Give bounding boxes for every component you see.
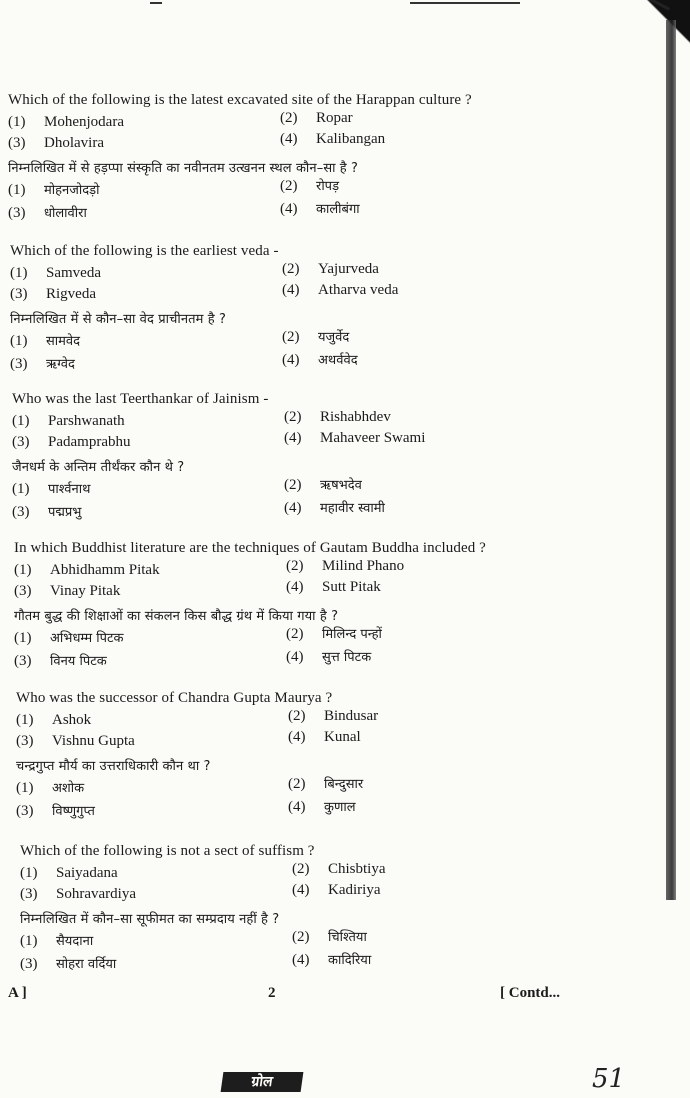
option-number: (4) bbox=[284, 500, 302, 516]
scan-mark bbox=[410, 2, 520, 4]
option-number: (4) bbox=[292, 952, 310, 968]
option-number: (3) bbox=[10, 356, 28, 372]
option-label: विनय पिटक bbox=[50, 654, 107, 669]
option-hindi bbox=[284, 498, 385, 517]
question-text-hindi: निम्नलिखित में कौन–सा सूफीमत का सम्प्रदाय नहीं है ? bbox=[20, 912, 280, 927]
option-label: Kadiriya bbox=[328, 882, 381, 898]
option-english bbox=[8, 135, 104, 152]
option-label: Mahaveer Swami bbox=[320, 430, 426, 446]
option-label: Parshwanath bbox=[48, 413, 125, 429]
scan-mark bbox=[150, 2, 162, 4]
option-label: Kunal bbox=[324, 729, 361, 745]
option-hindi bbox=[292, 950, 371, 969]
option-number: (3) bbox=[14, 583, 32, 599]
option-label: Ropar bbox=[316, 110, 353, 126]
option-number: (3) bbox=[12, 434, 30, 450]
option-label: कुणाल bbox=[324, 800, 356, 815]
option-label: Sutt Pitak bbox=[322, 579, 381, 595]
option-english bbox=[14, 562, 160, 579]
option-english bbox=[280, 131, 385, 148]
option-number: (1) bbox=[20, 933, 38, 949]
option-label: Dholavira bbox=[44, 135, 104, 151]
option-number: (3) bbox=[16, 803, 34, 819]
option-label: मोहनजोदड़ो bbox=[44, 183, 100, 198]
option-label: Rigveda bbox=[46, 286, 96, 302]
option-hindi bbox=[280, 199, 360, 218]
option-number: (2) bbox=[286, 626, 304, 642]
option-label: Chisbtiya bbox=[328, 861, 386, 877]
option-label: ऋषभदेव bbox=[320, 478, 362, 493]
option-english bbox=[8, 114, 124, 131]
option-hindi bbox=[14, 651, 107, 670]
option-label: सामवेद bbox=[46, 334, 81, 349]
option-number: (2) bbox=[288, 708, 306, 724]
option-hindi bbox=[280, 176, 339, 195]
question-text-hindi: जैनधर्म के अन्तिम तीर्थंकर कौन थे ? bbox=[12, 460, 185, 475]
option-label: मिलिन्द पन्हों bbox=[322, 627, 382, 642]
option-english bbox=[288, 729, 361, 746]
option-number: (1) bbox=[12, 413, 30, 429]
option-hindi bbox=[282, 350, 358, 369]
option-label: Sohravardiya bbox=[56, 886, 136, 902]
option-number: (4) bbox=[280, 131, 298, 147]
option-english bbox=[286, 579, 381, 596]
option-hindi bbox=[20, 931, 93, 950]
option-label: Vishnu Gupta bbox=[52, 733, 135, 749]
printer-stamp: ग्रोल bbox=[221, 1072, 304, 1092]
question-text-hindi: चन्द्रगुप्त मौर्य का उत्तराधिकारी कौन था ? bbox=[16, 759, 211, 774]
option-number: (3) bbox=[8, 135, 26, 151]
option-english bbox=[14, 583, 120, 600]
option-label: सोहरा वर्दिया bbox=[56, 957, 117, 972]
option-english bbox=[12, 434, 130, 451]
option-label: चिश्तिया bbox=[328, 930, 367, 945]
question-text-hindi: निम्नलिखित में से हड़प्पा संस्कृति का नवीनतम उत्खनन स्थल कौन–सा है ? bbox=[8, 161, 359, 176]
option-hindi bbox=[292, 927, 367, 946]
option-hindi bbox=[12, 502, 81, 521]
option-english bbox=[16, 733, 135, 750]
question-text-hindi: निम्नलिखित में से कौन–सा वेद प्राचीनतम है ? bbox=[10, 312, 226, 327]
option-hindi bbox=[282, 327, 349, 346]
option-number: (1) bbox=[14, 630, 32, 646]
question-text-english: In which Buddhist literature are the techniques of Gautam Buddha included ? bbox=[14, 540, 486, 556]
option-label: Rishabhdev bbox=[320, 409, 391, 425]
question-text-hindi: गौतम बुद्ध की शिक्षाओं का संकलन किस बौद्ध ग्रंथ में किया गया है ? bbox=[14, 609, 339, 624]
option-hindi bbox=[14, 628, 124, 647]
question-text-english: Who was the successor of Chandra Gupta Maurya ? bbox=[16, 690, 333, 706]
option-number: (4) bbox=[282, 282, 300, 298]
option-label: बिन्दुसार bbox=[324, 777, 364, 792]
scan-edge-shadow bbox=[666, 20, 676, 900]
option-english bbox=[10, 265, 101, 282]
option-label: Abhidhamm Pitak bbox=[50, 562, 160, 578]
option-hindi bbox=[284, 475, 362, 494]
option-label: Milind Phano bbox=[322, 558, 405, 574]
option-number: (2) bbox=[284, 477, 302, 493]
option-hindi bbox=[10, 331, 80, 350]
option-hindi bbox=[288, 797, 356, 816]
option-label: Yajurveda bbox=[318, 261, 379, 277]
option-number: (2) bbox=[288, 776, 306, 792]
option-label: पार्श्वनाथ bbox=[48, 482, 91, 497]
option-label: महावीर स्वामी bbox=[320, 501, 385, 516]
option-english bbox=[280, 110, 353, 127]
option-number: (3) bbox=[16, 733, 34, 749]
option-number: (1) bbox=[10, 265, 28, 281]
option-english bbox=[20, 886, 136, 903]
option-number: (4) bbox=[286, 579, 304, 595]
footer-series: A ] bbox=[8, 985, 27, 1001]
option-label: Vinay Pitak bbox=[50, 583, 121, 599]
option-label: रोपड़ bbox=[316, 179, 340, 194]
option-number: (2) bbox=[282, 329, 300, 345]
option-number: (1) bbox=[8, 114, 26, 130]
option-english bbox=[284, 430, 425, 447]
option-hindi bbox=[20, 954, 116, 973]
option-number: (4) bbox=[292, 882, 310, 898]
option-number: (2) bbox=[280, 110, 298, 126]
option-label: पद्मप्रभु bbox=[48, 505, 82, 520]
option-label: Samveda bbox=[46, 265, 101, 281]
option-label: यजुर्वेद bbox=[318, 330, 350, 345]
option-english bbox=[12, 413, 125, 430]
option-label: विष्णुगुप्त bbox=[52, 804, 95, 819]
option-hindi bbox=[16, 801, 95, 820]
option-label: Bindusar bbox=[324, 708, 379, 724]
option-hindi bbox=[8, 203, 87, 222]
question-text-english: Which of the following is the earliest veda - bbox=[10, 243, 279, 259]
option-number: (1) bbox=[16, 780, 34, 796]
option-english bbox=[282, 282, 398, 299]
question-text-english: Who was the last Teerthankar of Jainism - bbox=[12, 391, 269, 407]
option-number: (3) bbox=[20, 956, 38, 972]
option-number: (1) bbox=[12, 481, 30, 497]
option-number: (2) bbox=[292, 861, 310, 877]
option-label: कालीबंगा bbox=[316, 202, 360, 217]
option-hindi bbox=[286, 624, 382, 643]
option-english bbox=[284, 409, 391, 426]
option-label: सुत्त पिटक bbox=[322, 650, 372, 665]
option-english bbox=[16, 712, 91, 729]
option-number: (3) bbox=[8, 205, 26, 221]
option-hindi bbox=[8, 180, 100, 199]
option-hindi bbox=[288, 774, 363, 793]
handwritten-page-mark: 51 bbox=[592, 1064, 626, 1094]
option-label: धोलावीरा bbox=[44, 206, 87, 221]
option-number: (4) bbox=[286, 649, 304, 665]
option-number: (2) bbox=[286, 558, 304, 574]
option-number: (2) bbox=[282, 261, 300, 277]
footer-continued: [ Contd... bbox=[500, 985, 561, 1001]
option-english bbox=[10, 286, 96, 303]
option-english bbox=[286, 558, 404, 575]
question-text-english: Which of the following is not a sect of suffism ? bbox=[20, 843, 315, 859]
option-number: (1) bbox=[8, 182, 26, 198]
option-number: (4) bbox=[288, 729, 306, 745]
option-number: (3) bbox=[14, 653, 32, 669]
option-english bbox=[20, 865, 118, 882]
option-english bbox=[292, 882, 380, 899]
page-number: 2 bbox=[268, 985, 276, 1001]
question-text-english: Which of the following is the latest excavated site of the Harappan culture ? bbox=[8, 92, 472, 108]
option-label: Padamprabhu bbox=[48, 434, 131, 450]
option-number: (1) bbox=[20, 865, 38, 881]
option-number: (2) bbox=[292, 929, 310, 945]
option-number: (4) bbox=[288, 799, 306, 815]
option-label: कादिरिया bbox=[328, 953, 372, 968]
option-number: (1) bbox=[14, 562, 32, 578]
option-number: (3) bbox=[12, 504, 30, 520]
option-hindi bbox=[10, 354, 75, 373]
option-label: Ashok bbox=[52, 712, 92, 728]
option-number: (1) bbox=[10, 333, 28, 349]
option-hindi bbox=[16, 778, 84, 797]
option-label: अभिधम्म पिटक bbox=[50, 631, 124, 646]
option-hindi bbox=[12, 479, 90, 498]
option-number: (4) bbox=[284, 430, 302, 446]
option-label: Kalibangan bbox=[316, 131, 386, 147]
option-hindi bbox=[286, 647, 371, 666]
option-label: Mohenjodara bbox=[44, 114, 124, 130]
option-number: (2) bbox=[284, 409, 302, 425]
option-label: अशोक bbox=[52, 781, 85, 796]
option-number: (1) bbox=[16, 712, 34, 728]
option-number: (4) bbox=[280, 201, 298, 217]
option-number: (3) bbox=[10, 286, 28, 302]
option-english bbox=[288, 708, 378, 725]
option-english bbox=[282, 261, 379, 278]
option-number: (2) bbox=[280, 178, 298, 194]
option-number: (3) bbox=[20, 886, 38, 902]
option-label: सैयदाना bbox=[56, 934, 94, 949]
option-number: (4) bbox=[282, 352, 300, 368]
option-english bbox=[292, 861, 386, 878]
option-label: ऋग्वेद bbox=[46, 357, 75, 372]
option-label: अथर्ववेद bbox=[318, 353, 358, 368]
option-label: Atharva veda bbox=[318, 282, 399, 298]
option-label: Saiyadana bbox=[56, 865, 118, 881]
